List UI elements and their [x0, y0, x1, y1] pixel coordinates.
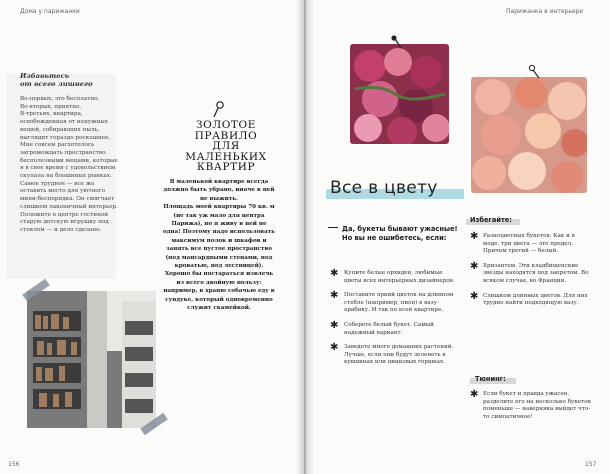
section-title: Все в цвету	[326, 176, 464, 200]
avoid-text: Разноцветных букетов. Как и в моде, три цвета — это предел. Причем третий — белый.	[483, 233, 575, 255]
avoid-heading: Избегайте:	[470, 216, 512, 224]
asterisk-icon: ✱	[470, 260, 479, 272]
asterisk-icon: ✱	[330, 290, 339, 302]
paragraph: Площадь моей квартиры 70 кв. м (не так уж мало для центра Парижа), но я живу в ней не одна! Поэтому надо использовать максимум полок и шкафов и занять все пустое пространство (под мансардными стенами, под кроватью, под лестницей).	[163, 204, 275, 270]
list-item	[330, 292, 460, 315]
asterisk-icon: ✱	[330, 319, 339, 331]
paragraph: Во-первых, это бесплатно.	[20, 96, 100, 102]
golden-rule-title-line: КВАРТИР	[196, 161, 256, 173]
golden-rule-title-line: ЗОЛОТОЕ	[196, 119, 256, 131]
pushpin-icon	[209, 100, 229, 120]
list-item	[470, 260, 590, 286]
peonies-photo	[471, 77, 587, 193]
intro-text: Да, букеты бывают ужасные! Но вы не ошибетесь, если:	[342, 225, 458, 242]
handwritten-heading-line-1: Избавьтесь	[20, 72, 70, 80]
paragraph: Во-вторых, приятно.	[20, 103, 82, 110]
avoid-list	[470, 233, 590, 315]
avoid-text: Слишком длинных цветов. Для них трудно найти подходящую вазу.	[483, 292, 588, 307]
list-item	[470, 233, 590, 256]
paragraph: Мне совсем расхотелось загромождать пространство бесполезными вещами, которые я в свое время с удовольствием скупала на блошиных рынках.	[20, 142, 118, 180]
paragraph: В-третьих, квартира, освобожденная от ненужных вещей, собирающих пыль, выглядит гораздо роскошнее.	[20, 111, 111, 141]
list-item	[330, 344, 460, 367]
tip-text: Соберете белый букет. Самый надежный вариант.	[344, 321, 434, 336]
golden-rule-title	[180, 120, 272, 173]
paragraph: Хорошо бы постараться извлечь из всего двойную пользу: например, в храню собачью еду в сундуке, который одновременно служит скамейкой.	[163, 271, 275, 312]
running-head-right: Парижанка в интерьере	[506, 8, 584, 15]
asterisk-icon: ✱	[330, 268, 339, 279]
tuning-text: Если букет и правда ужасен, разделите его на несколько букетов поменьше — наверняка выйдет что-то симпатичное!	[483, 391, 591, 420]
tip-text: Заведете много домашних растений. Лучше, если они будут зеленеть в кувшинах или цинковых горшках.	[344, 344, 454, 366]
list-item	[330, 319, 460, 337]
paragraph: В маленькой квартире всегда должно быть убрано, иначе в ней не выжить.	[163, 179, 275, 202]
pin-icon	[390, 34, 404, 50]
paragraph: Самое трудное — все же оставить место для уютного мини-беспорядка. Он смягчает слишком лаконичный интерьер. Положите в центре гостиной старую детскую игрушку под стеклом — и дело сделано.	[20, 180, 118, 233]
pin-icon	[528, 64, 542, 80]
page-number-right: 157	[585, 461, 597, 468]
page-number-left: 156	[8, 461, 20, 468]
golden-rule-body	[162, 178, 276, 313]
declutter-text	[20, 96, 118, 235]
list-item	[470, 290, 590, 308]
running-head-left: Дома у парижанки	[20, 8, 80, 15]
tips-list	[330, 270, 460, 374]
tuning-list	[470, 391, 595, 428]
handwritten-heading-line-2: от всего лишнего	[20, 80, 93, 88]
asterisk-icon: ✱	[470, 389, 479, 400]
tip-text: Поставите яркий цветок на длинном стебле (например, пион) в вазу-арабику. И так по всей квартире.	[344, 292, 454, 314]
book-gutter	[296, 0, 314, 474]
list-item	[330, 270, 460, 285]
asterisk-icon: ✱	[330, 342, 339, 354]
avoid-text: Хризантем. Эти кладбищенские звезды находятся под запретом. Во всяком случае, во Франции.	[483, 262, 589, 284]
golden-rule-title-line: ДЛЯ МАЛЕНЬКИХ	[185, 140, 267, 163]
list-item	[470, 391, 595, 421]
asterisk-icon: ✱	[470, 231, 479, 242]
tip-text: Купите белые орхидеи, любимые цветы всех интерьерных дизайнеров.	[344, 270, 455, 284]
bookshelf-photo	[27, 291, 156, 428]
sweet-peas-photo	[350, 44, 449, 144]
handwritten-heading	[20, 72, 112, 88]
golden-rule-title-line: ПРАВИЛО	[194, 129, 258, 142]
asterisk-icon: ✱	[470, 290, 479, 302]
tuning-heading: Тюнинг:	[475, 375, 506, 383]
